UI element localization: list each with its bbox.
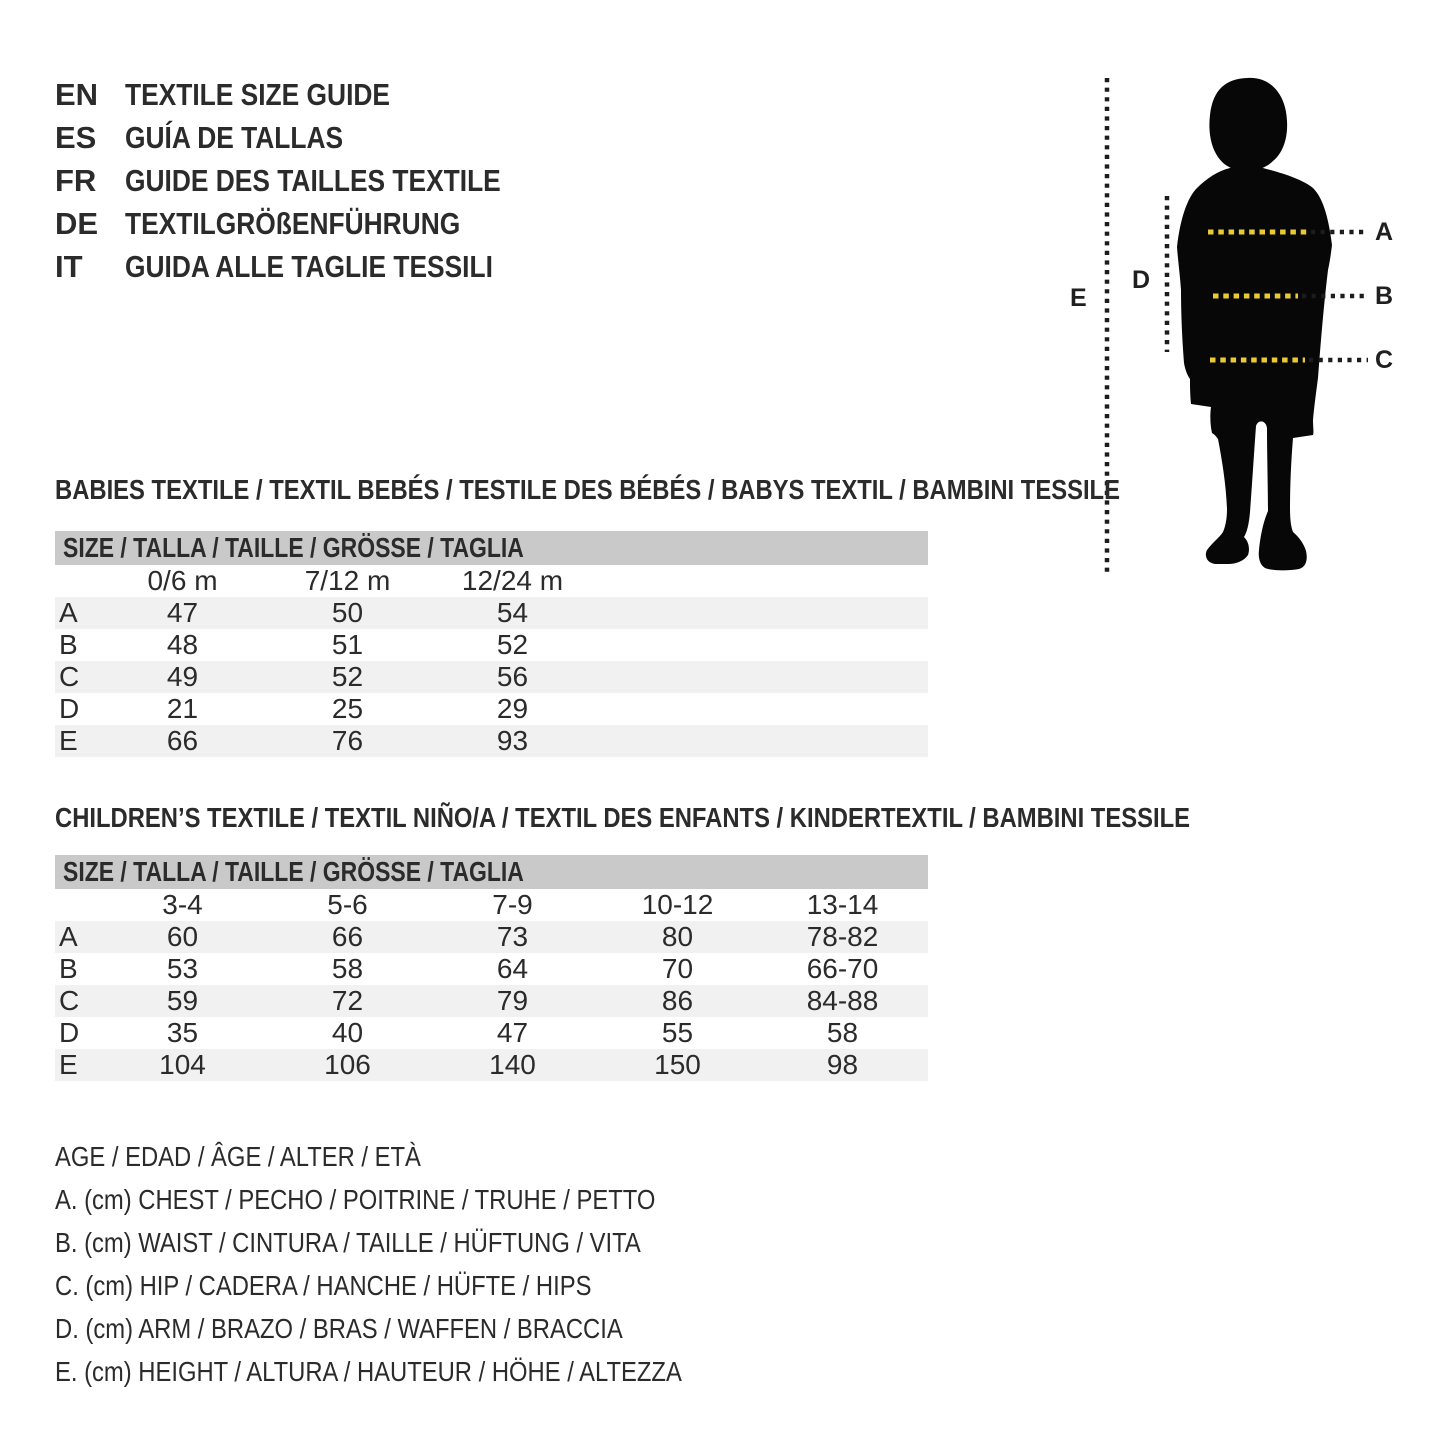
babies-column-header-row: [55, 565, 928, 597]
lang-title-de: TEXTILGRÖßENFÜHRUNG: [125, 205, 461, 241]
table-row-babies-e: E 66 76 93: [55, 725, 928, 757]
babies-col-0-6m: 0/6 m: [147, 565, 218, 596]
table-row-children-a: A 60 66 73 80 78-82: [55, 921, 928, 953]
table-row-children-e: E 104 106 140 150 98: [55, 1049, 928, 1081]
lang-row-en: [55, 73, 567, 116]
lang-code-it: IT: [55, 248, 83, 284]
table-row-babies-c: C 49 52 56: [55, 661, 928, 693]
children-col-7-9: 7-9: [492, 889, 533, 920]
children-col-5-6: 5-6: [327, 889, 368, 920]
legend-age: AGE / EDAD / ÂGE / ALTER / ETÀ: [55, 1140, 421, 1172]
lang-row-it: [55, 245, 567, 288]
lang-code-fr: FR: [55, 162, 97, 198]
babies-section-title: BABIES TEXTILE / TEXTIL BEBÉS / TESTILE DES BÉBÉS / BABYS TEXTIL / BAMBINI TESSILE: [55, 474, 1120, 505]
lang-code-es: ES: [55, 119, 97, 155]
legend-arm-d: D. (cm) ARM / BRAZO / BRAS / WAFFEN / BRACCIA: [55, 1312, 623, 1344]
table-row-children-c: C 59 72 79 86 84-88: [55, 985, 928, 1017]
table-row-children-b: B 53 58 64 70 66-70: [59, 953, 879, 984]
children-col-10-12: 10-12: [641, 889, 714, 920]
measure-label-height-e: E: [1070, 284, 1087, 312]
babies-col-7-12m: 7/12 m: [304, 565, 391, 596]
legend-hip-c: C. (cm) HIP / CADERA / HANCHE / HÜFTE / HIPS: [55, 1269, 592, 1301]
lang-title-es: GUÍA DE TALLAS: [125, 119, 344, 155]
lang-title-it: GUIDA ALLE TAGLIE TESSILI: [125, 248, 493, 284]
legend-waist-b: B. (cm) WAIST / CINTURA / TAILLE / HÜFTUNG / VITA: [55, 1226, 641, 1258]
lang-row-fr: [55, 159, 567, 202]
legend-chest-a: A. (cm) CHEST / PECHO / POITRINE / TRUHE / PETTO: [55, 1183, 656, 1215]
legend-height-e: E. (cm) HEIGHT / ALTURA / HAUTEUR / HÖHE / ALTEZZA: [55, 1355, 682, 1387]
child-silhouette-figure: [1060, 68, 1408, 588]
table-row-babies-d: D 21 25 29: [59, 693, 529, 724]
lang-title-en: TEXTILE SIZE GUIDE: [125, 76, 391, 112]
lang-row-es: [55, 116, 567, 159]
table-row-babies-b: B 48 51 52: [59, 629, 529, 660]
children-size-table: [55, 855, 928, 1081]
children-col-3-4: 3-4: [162, 889, 203, 920]
silhouette-head: [1209, 78, 1287, 171]
measure-label-arm-d: D: [1132, 266, 1151, 294]
lang-code-de: DE: [55, 205, 99, 241]
children-column-header-row: [55, 889, 928, 921]
babies-size-header-bar: SIZE / TALLA / TAILLE / GRÖSSE / TAGLIA: [55, 531, 928, 565]
measure-label-waist-b: B: [1375, 282, 1394, 310]
measure-label-hip-c: C: [1375, 346, 1394, 374]
lang-row-de: [55, 202, 567, 245]
silhouette-body: [1177, 168, 1332, 570]
measure-label-chest-a: A: [1375, 218, 1394, 246]
lang-title-fr: GUIDE DES TAILLES TEXTILE: [125, 162, 501, 198]
language-title-block: [55, 73, 567, 288]
children-section-title: CHILDREN’S TEXTILE / TEXTIL NIÑO/A / TEXTIL DES ENFANTS / KINDERTEXTIL / BAMBINI TESSILE: [55, 802, 1191, 833]
table-row-babies-a: A 47 50 54: [55, 597, 928, 629]
children-col-13-14: 13-14: [806, 889, 879, 920]
children-size-header-bar: SIZE / TALLA / TAILLE / GRÖSSE / TAGLIA: [55, 855, 928, 889]
babies-col-12-24m: 12/24 m: [461, 565, 564, 596]
measurement-legend: [55, 1135, 792, 1393]
babies-size-table: [55, 531, 928, 757]
lang-code-en: EN: [55, 76, 99, 112]
table-row-children-d: D 35 40 47 55 58: [59, 1017, 859, 1048]
